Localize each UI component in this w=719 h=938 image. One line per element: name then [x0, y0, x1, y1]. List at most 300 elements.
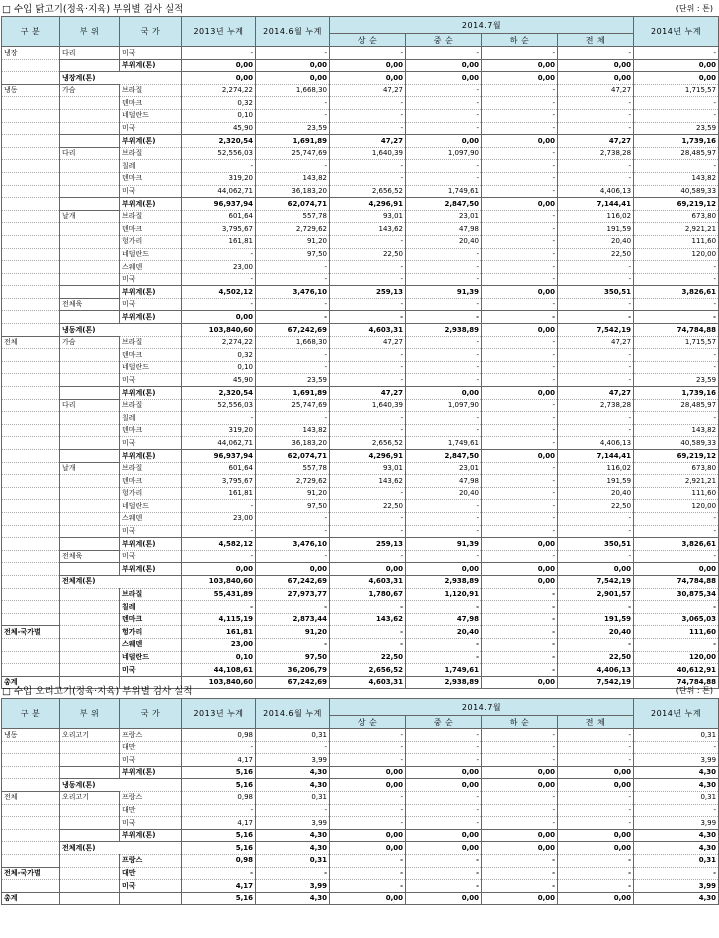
value-cell: -: [482, 613, 558, 626]
value-cell: 22,50: [558, 248, 634, 261]
value-cell: -: [182, 160, 256, 173]
table-row: [2, 754, 719, 767]
header-mid: 중 순: [406, 34, 482, 47]
country-cell: 덴마크: [120, 172, 182, 185]
value-cell: -: [406, 817, 482, 830]
value-cell: -: [256, 47, 330, 60]
table-row: [2, 741, 719, 754]
value-cell: 0,00: [406, 779, 482, 792]
value-cell: 0,31: [256, 729, 330, 742]
part-cell: [60, 512, 120, 525]
value-cell: -: [182, 248, 256, 261]
subtotal-label: 전체계(톤): [60, 575, 182, 588]
value-cell: 673,80: [634, 462, 719, 475]
value-cell: 55,431,89: [182, 588, 256, 601]
country-cell: 덴마크: [120, 223, 182, 236]
value-cell: 36,183,20: [256, 437, 330, 450]
value-cell: 3,99: [634, 817, 719, 830]
value-cell: 4,406,13: [558, 437, 634, 450]
value-cell: 1,739,16: [634, 387, 719, 400]
part-cell: 전체육: [60, 550, 120, 563]
country-cell: 대만: [120, 804, 182, 817]
table-row: [2, 286, 719, 299]
part-cell: [60, 248, 120, 261]
part-cell: [60, 880, 120, 893]
value-cell: 23,59: [256, 122, 330, 135]
value-cell: 3,826,61: [634, 538, 719, 551]
country-cell: 네덜란드: [120, 361, 182, 374]
table-row: [2, 512, 719, 525]
value-cell: 47,98: [406, 223, 482, 236]
value-cell: 67,242,69: [256, 676, 330, 689]
group-cell: [2, 525, 60, 538]
value-cell: 2,320,54: [182, 387, 256, 400]
value-cell: 350,51: [558, 286, 634, 299]
value-cell: -: [558, 754, 634, 767]
part-cell: [60, 817, 120, 830]
value-cell: 22,50: [330, 500, 406, 513]
part-cell: [60, 424, 120, 437]
part-cell: [60, 892, 120, 905]
value-cell: -: [482, 412, 558, 425]
value-cell: 47,27: [330, 84, 406, 97]
country-cell: 미국: [120, 298, 182, 311]
table-row: [2, 880, 719, 893]
value-cell: 0,00: [482, 676, 558, 689]
part-cell: [60, 651, 120, 664]
header-2014-06-cumulative: 2014.6월 누계: [256, 17, 330, 47]
header-gubun: 구 분: [2, 699, 60, 729]
value-cell: 23,59: [256, 374, 330, 387]
value-cell: 1,691,89: [256, 135, 330, 148]
value-cell: 0,00: [406, 766, 482, 779]
value-cell: -: [482, 311, 558, 324]
value-cell: 103,840,60: [182, 324, 256, 337]
value-cell: 1,691,89: [256, 387, 330, 400]
value-cell: -: [406, 160, 482, 173]
value-cell: -: [256, 97, 330, 110]
country-cell: 부위계(톤): [120, 286, 182, 299]
value-cell: 74,784,88: [634, 575, 719, 588]
value-cell: -: [256, 601, 330, 614]
country-cell: 부위계(톤): [120, 829, 182, 842]
country-cell: 부위계(톤): [120, 538, 182, 551]
value-cell: 4,603,31: [330, 324, 406, 337]
subtotal-label: 냉동계(톤): [60, 324, 182, 337]
chicken-inspection-table: [1, 16, 719, 689]
value-cell: 0,00: [330, 842, 406, 855]
value-cell: 20,40: [558, 626, 634, 639]
value-cell: -: [182, 867, 256, 880]
table-row: [2, 613, 719, 626]
value-cell: 0,00: [406, 72, 482, 85]
table-row: [2, 72, 719, 85]
header-2014-cumulative: 2014년 누계: [634, 699, 719, 729]
group-cell: [2, 160, 60, 173]
value-cell: -: [482, 512, 558, 525]
value-cell: 0,00: [406, 892, 482, 905]
table-row: [2, 109, 719, 122]
group-cell: [2, 512, 60, 525]
value-cell: 0,00: [482, 538, 558, 551]
value-cell: -: [406, 311, 482, 324]
country-cell: 네덜란드: [120, 500, 182, 513]
value-cell: 0,00: [182, 311, 256, 324]
value-cell: 5,16: [182, 892, 256, 905]
value-cell: 0,00: [406, 387, 482, 400]
value-cell: -: [482, 437, 558, 450]
value-cell: -: [482, 248, 558, 261]
value-cell: 120,00: [634, 500, 719, 513]
table-row: [2, 47, 719, 60]
value-cell: 36,206,79: [256, 664, 330, 677]
value-cell: 143,62: [330, 475, 406, 488]
table-row: [2, 475, 719, 488]
country-cell: 부위계(톤): [120, 387, 182, 400]
value-cell: -: [482, 109, 558, 122]
group-cell: [2, 235, 60, 248]
value-cell: -: [406, 298, 482, 311]
group-cell: 냉장: [2, 47, 60, 60]
part-cell: [60, 273, 120, 286]
value-cell: -: [558, 374, 634, 387]
country-cell: 미국: [120, 185, 182, 198]
table-row: [2, 374, 719, 387]
value-cell: -: [558, 525, 634, 538]
group-cell: [2, 210, 60, 223]
value-cell: 0,00: [558, 72, 634, 85]
value-cell: 5,16: [182, 829, 256, 842]
value-cell: -: [482, 261, 558, 274]
group-cell: [2, 829, 60, 842]
part-cell: [60, 664, 120, 677]
value-cell: 20,40: [406, 487, 482, 500]
value-cell: -: [182, 412, 256, 425]
value-cell: 259,13: [330, 286, 406, 299]
value-cell: 0,00: [634, 72, 719, 85]
group-cell: [2, 880, 60, 893]
value-cell: 7,144,41: [558, 198, 634, 211]
part-cell: [60, 601, 120, 614]
value-cell: 45,90: [182, 122, 256, 135]
value-cell: 23,59: [634, 122, 719, 135]
header-total: 전 체: [558, 34, 634, 47]
value-cell: -: [330, 729, 406, 742]
value-cell: 47,27: [558, 387, 634, 400]
value-cell: 0,00: [482, 563, 558, 576]
value-cell: 259,13: [330, 538, 406, 551]
value-cell: -: [482, 172, 558, 185]
value-cell: -: [406, 550, 482, 563]
value-cell: 111,60: [634, 626, 719, 639]
value-cell: -: [634, 97, 719, 110]
group-cell: [2, 185, 60, 198]
part-cell: [60, 638, 120, 651]
part-cell: 가슴: [60, 84, 120, 97]
value-cell: 0,31: [634, 854, 719, 867]
value-cell: -: [406, 512, 482, 525]
value-cell: 7,542,19: [558, 324, 634, 337]
value-cell: -: [330, 273, 406, 286]
country-cell: 스웨덴: [120, 638, 182, 651]
group-cell: [2, 842, 60, 855]
value-cell: -: [558, 122, 634, 135]
value-cell: -: [330, 412, 406, 425]
table-row: [2, 817, 719, 830]
value-cell: 1,640,39: [330, 399, 406, 412]
value-cell: -: [558, 804, 634, 817]
value-cell: 25,747,69: [256, 399, 330, 412]
value-cell: 191,59: [558, 613, 634, 626]
value-cell: -: [558, 298, 634, 311]
group-cell: 전체: [2, 791, 60, 804]
value-cell: 74,784,88: [634, 324, 719, 337]
value-cell: 5,16: [182, 766, 256, 779]
table-row: [2, 122, 719, 135]
part-cell: 다리: [60, 399, 120, 412]
group-cell: [2, 563, 60, 576]
value-cell: 4,30: [256, 779, 330, 792]
part-cell: [60, 475, 120, 488]
value-cell: -: [634, 109, 719, 122]
value-cell: 4,502,12: [182, 286, 256, 299]
group-cell: [2, 538, 60, 551]
table-row: [2, 160, 719, 173]
table-row: [2, 235, 719, 248]
table-row: [2, 626, 719, 639]
table-row: [2, 804, 719, 817]
value-cell: -: [634, 47, 719, 60]
header-mid: 중 순: [406, 716, 482, 729]
table-row: [2, 387, 719, 400]
value-cell: 1,640,39: [330, 147, 406, 160]
value-cell: 1,749,61: [406, 185, 482, 198]
table-row: [2, 575, 719, 588]
value-cell: 319,20: [182, 172, 256, 185]
value-cell: 0,00: [330, 892, 406, 905]
part-cell: 날개: [60, 462, 120, 475]
value-cell: -: [256, 261, 330, 274]
country-cell: [120, 892, 182, 905]
value-cell: 0,00: [406, 563, 482, 576]
value-cell: 3,99: [634, 880, 719, 893]
value-cell: -: [406, 349, 482, 362]
duck-inspection-table: [1, 698, 719, 905]
value-cell: 97,50: [256, 248, 330, 261]
part-cell: 전체육: [60, 298, 120, 311]
value-cell: -: [482, 84, 558, 97]
header-row-1: [2, 17, 719, 34]
group-cell: 냉동: [2, 84, 60, 97]
value-cell: 0,00: [330, 829, 406, 842]
value-cell: -: [558, 349, 634, 362]
value-cell: -: [330, 361, 406, 374]
value-cell: -: [482, 487, 558, 500]
table-row: [2, 248, 719, 261]
header-buwi: 부 위: [60, 699, 120, 729]
value-cell: 0,00: [256, 59, 330, 72]
group-cell: [2, 97, 60, 110]
table-row: [2, 638, 719, 651]
value-cell: -: [482, 185, 558, 198]
country-cell: 칠레: [120, 160, 182, 173]
value-cell: 30,875,34: [634, 588, 719, 601]
country-cell: 스웨덴: [120, 261, 182, 274]
value-cell: -: [406, 172, 482, 185]
value-cell: 40,612,91: [634, 664, 719, 677]
value-cell: -: [482, 235, 558, 248]
value-cell: 2,729,62: [256, 475, 330, 488]
value-cell: -: [330, 626, 406, 639]
value-cell: -: [482, 729, 558, 742]
value-cell: 143,82: [256, 172, 330, 185]
value-cell: -: [634, 349, 719, 362]
part-cell: [60, 198, 120, 211]
value-cell: -: [558, 880, 634, 893]
value-cell: -: [482, 349, 558, 362]
part-cell: [60, 286, 120, 299]
value-cell: -: [634, 550, 719, 563]
table-row: [2, 223, 719, 236]
value-cell: 23,00: [182, 512, 256, 525]
value-cell: -: [482, 804, 558, 817]
table-row: [2, 588, 719, 601]
table-row: [2, 550, 719, 563]
value-cell: -: [330, 349, 406, 362]
part-cell: [60, 349, 120, 362]
part-cell: [60, 122, 120, 135]
table-row: [2, 198, 719, 211]
value-cell: 2,847,50: [406, 450, 482, 463]
part-cell: [60, 829, 120, 842]
value-cell: 4,30: [634, 829, 719, 842]
header-total: 전 체: [558, 716, 634, 729]
value-cell: 91,20: [256, 235, 330, 248]
value-cell: -: [406, 261, 482, 274]
table-row: [2, 437, 719, 450]
group-cell: [2, 72, 60, 85]
value-cell: -: [482, 122, 558, 135]
value-cell: -: [558, 412, 634, 425]
value-cell: -: [634, 741, 719, 754]
country-cell: 부위계(톤): [120, 135, 182, 148]
value-cell: 40,589,33: [634, 437, 719, 450]
table-row: [2, 298, 719, 311]
value-cell: 2,938,89: [406, 676, 482, 689]
value-cell: 0,00: [482, 575, 558, 588]
part-cell: [60, 525, 120, 538]
value-cell: -: [406, 791, 482, 804]
part-cell: [60, 563, 120, 576]
value-cell: 4,30: [256, 829, 330, 842]
value-cell: -: [406, 47, 482, 60]
country-cell: 브라질: [120, 210, 182, 223]
value-cell: 111,60: [634, 235, 719, 248]
table-row: [2, 664, 719, 677]
value-cell: 350,51: [558, 538, 634, 551]
value-cell: 0,98: [182, 854, 256, 867]
group-cell: [2, 462, 60, 475]
value-cell: 27,973,77: [256, 588, 330, 601]
value-cell: 0,10: [182, 651, 256, 664]
value-cell: 0,31: [634, 791, 719, 804]
value-cell: 5,16: [182, 842, 256, 855]
value-cell: 1,749,61: [406, 664, 482, 677]
value-cell: -: [406, 741, 482, 754]
subtotal-label: 냉장계(톤): [60, 72, 182, 85]
value-cell: 0,00: [482, 72, 558, 85]
part-cell: [60, 160, 120, 173]
group-cell: 냉동: [2, 729, 60, 742]
value-cell: -: [482, 791, 558, 804]
part-cell: [60, 135, 120, 148]
part-cell: 오리고기: [60, 729, 120, 742]
value-cell: 0,32: [182, 97, 256, 110]
total-row: [2, 892, 719, 905]
value-cell: -: [482, 475, 558, 488]
part-cell: [60, 185, 120, 198]
value-cell: 1,097,90: [406, 147, 482, 160]
value-cell: -: [330, 804, 406, 817]
value-cell: -: [482, 210, 558, 223]
value-cell: -: [182, 298, 256, 311]
value-cell: 4,30: [256, 892, 330, 905]
value-cell: -: [558, 601, 634, 614]
group-cell: [2, 135, 60, 148]
part-cell: [60, 59, 120, 72]
group-cell: [2, 399, 60, 412]
value-cell: 2,738,28: [558, 399, 634, 412]
value-cell: 47,27: [558, 84, 634, 97]
value-cell: 0,00: [482, 198, 558, 211]
value-cell: -: [482, 651, 558, 664]
value-cell: 0,00: [482, 286, 558, 299]
value-cell: -: [182, 500, 256, 513]
group-cell: 전체-국가별: [2, 626, 60, 639]
subtotal-label: 전체계(톤): [60, 842, 182, 855]
country-cell: 스웨덴: [120, 512, 182, 525]
value-cell: 0,98: [182, 791, 256, 804]
unit-label: (단위 : 톤): [675, 4, 713, 13]
value-cell: -: [182, 601, 256, 614]
value-cell: -: [634, 804, 719, 817]
value-cell: 52,556,03: [182, 399, 256, 412]
value-cell: -: [482, 336, 558, 349]
value-cell: 7,144,41: [558, 450, 634, 463]
group-cell: [2, 487, 60, 500]
value-cell: -: [330, 109, 406, 122]
value-cell: 96,937,94: [182, 198, 256, 211]
group-cell: [2, 437, 60, 450]
value-cell: 4,406,13: [558, 664, 634, 677]
header-row-1: [2, 699, 719, 716]
part-cell: [60, 854, 120, 867]
value-cell: 28,485,97: [634, 399, 719, 412]
value-cell: -: [406, 651, 482, 664]
group-cell: 총계: [2, 676, 60, 689]
group-cell: [2, 147, 60, 160]
value-cell: -: [406, 374, 482, 387]
value-cell: 62,074,71: [256, 198, 330, 211]
group-cell: [2, 198, 60, 211]
part-cell: 날개: [60, 210, 120, 223]
value-cell: 111,60: [634, 487, 719, 500]
value-cell: 22,50: [330, 248, 406, 261]
value-cell: 161,81: [182, 235, 256, 248]
part-cell: [60, 613, 120, 626]
value-cell: 5,16: [182, 779, 256, 792]
value-cell: -: [558, 791, 634, 804]
